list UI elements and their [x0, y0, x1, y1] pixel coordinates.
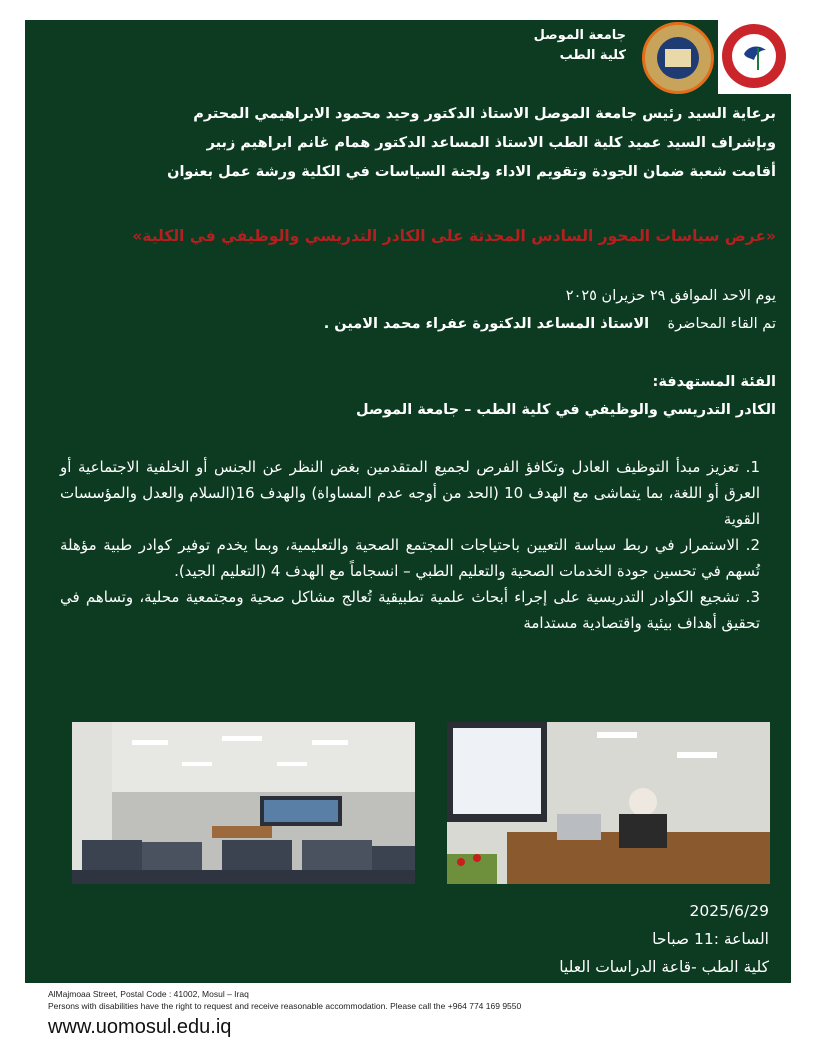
target-audience	[76, 368, 776, 424]
policy-point: 1. تعزيز مبدأ التوظيف العادل وتكافؤ الفرص لجميع المتقدمين بغض النظر عن الجنس أو الخلفية الاجتماعية أو العرق أو اللغة، بما يتماشى مع الهدف 10 (الحد من أوجه عدم المساواة) والهدف 16(السلام والعدل والمؤسسات القوية	[60, 458, 760, 528]
footer-accessibility: Persons with disabilities have the right to request and receive reasonable accommodation. Please call the +964 774 169 9550	[48, 1001, 522, 1011]
intro-line: برعاية السيد رئيس جامعة الموصل الاستاذ الدكتور وحيد محمود الابراهيمي المحترم	[193, 106, 776, 122]
workshop-title: «عرض سياسات المحور السادس المحدثة على الكادر التدريسي والوظيفي في الكلية»	[132, 227, 776, 245]
target-value: الكادر التدريسي والوظيفي في كلية الطب – جامعة الموصل	[356, 402, 776, 418]
university-name: جامعة الموصل	[533, 28, 626, 43]
footer-website-link[interactable]: www.uomosul.edu.iq	[48, 1016, 232, 1038]
caduceus-bird-icon	[740, 40, 770, 72]
speaker-illustration	[447, 722, 770, 884]
college-logo	[718, 20, 792, 94]
lecture-hall-illustration	[72, 722, 415, 884]
event-date-line: يوم الاحد الموافق ٢٩ حزيران ٢٠٢٥	[565, 288, 776, 304]
college-name: كلية الطب	[559, 48, 626, 63]
policy-point: 3. تشجيع الكوادر التدريسية على إجراء أبحاث علمية تطبيقية تُعالج مشاكل صحية ومجتمعية محلية، وتساهم في تحقيق أهداف بيئية واقتصادية مستدامة	[60, 588, 760, 632]
intro-line: أقامت شعبة ضمان الجودة وتقويم الاداء ولجنة السياسات في الكلية ورشة عمل بعنوان	[167, 164, 776, 180]
lecturer-line	[76, 310, 776, 338]
event-time: الساعة :11 صباحا	[652, 930, 769, 948]
lecturer-name: الاستاذ المساعد الدكتورة عفراء محمد الامين .	[323, 316, 650, 332]
lecturer-prefix: تم القاء المحاضرة	[667, 316, 776, 332]
event-date: 2025/6/29	[689, 902, 769, 920]
institution-name	[534, 26, 626, 66]
university-logo	[642, 22, 714, 94]
footer-address: AlMajmoaa Street, Postal Code : 41002, Mosul – Iraq	[48, 989, 249, 999]
lecture-hall-photo	[72, 722, 415, 884]
event-place: كلية الطب -قاعة الدراسات العليا	[559, 958, 769, 976]
speaker-photo	[447, 722, 770, 884]
policy-point: 2. الاستمرار في ربط سياسة التعيين باحتياجات المجتمع الصحية والتعليمية، وبما يخدم توفير كوادر طبية مؤهلة تُسهم في تحسين جودة الخدمات الصحية والتعليم الطبي – انسجاماً مع الهدف 4 (التعليم الجيد).	[60, 536, 760, 580]
intro-paragraph	[76, 100, 776, 187]
target-label: الفئة المستهدفة:	[652, 374, 776, 390]
policy-points	[60, 454, 760, 636]
event-details	[559, 897, 769, 981]
intro-line: وبإشراف السيد عميد كلية الطب الاستاذ المساعد الدكتور همام غانم ابراهيم زبير	[206, 135, 776, 151]
event-meta	[76, 282, 776, 338]
footer-info	[48, 988, 521, 1012]
